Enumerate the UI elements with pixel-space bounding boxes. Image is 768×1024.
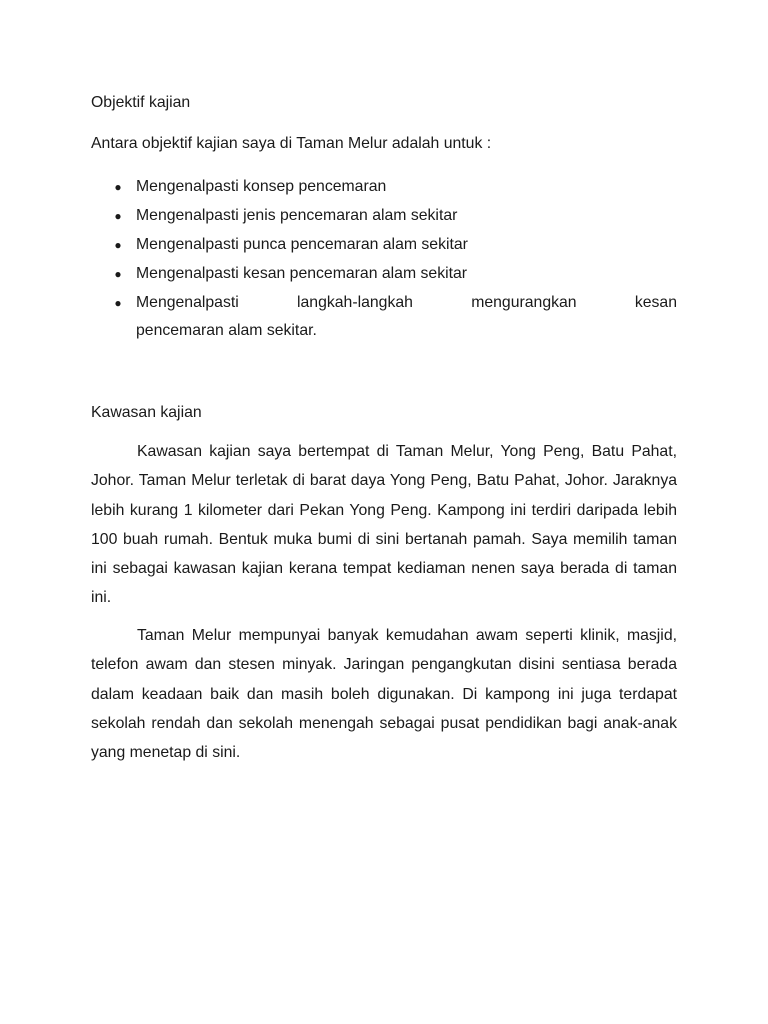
list-item-word: langkah-langkah — [297, 294, 413, 311]
list-item: Mengenalpasti punca pencemaran alam sekitar — [136, 236, 468, 253]
list-item-word: Mengenalpasti — [136, 294, 239, 311]
bullet-dot-icon: ● — [114, 267, 122, 281]
bullet-dot-icon: ● — [114, 180, 122, 194]
section-heading-objektif: Objektif kajian — [91, 94, 191, 111]
list-item: Mengenalpasti kesan pencemaran alam sekitar — [136, 265, 468, 282]
bullet-dot-icon: ● — [114, 238, 122, 252]
list-item-continuation: pencemaran alam sekitar. — [136, 322, 317, 339]
section-heading-kawasan: Kawasan kajian — [91, 404, 202, 421]
list-item: Mengenalpasti konsep pencemaran — [136, 178, 387, 195]
bullet-dot-icon: ● — [114, 296, 122, 310]
list-item: Mengenalpasti jenis pencemaran alam sekitar — [136, 207, 458, 224]
list-item-word: kesan — [634, 294, 677, 311]
list-item-word: mengurangkan — [471, 294, 577, 311]
paragraph-kawasan-kajian: Kawasan kajian saya bertempat di Taman Melur, Yong Peng, Batu Pahat, Johor. Taman Melur terletak di barat daya Yong Peng, Batu Pahat, Johor. Jaraknya lebih kurang 1 kilometer dari Pekan Yong Peng. Kampong ini terdiri daripada lebih 100 buah rumah. Bentuk muka bumi di sini bertanah pamah. Saya memilih taman ini sebagai kawasan kajian kerana tempat kediaman nenen saya berada di taman ini. — [91, 443, 677, 607]
list-item-justified-line — [136, 293, 677, 313]
intro-sentence: Antara objektif kajian saya di Taman Melur adalah untuk : — [91, 135, 492, 152]
bullet-dot-icon: ● — [114, 209, 122, 223]
paragraph-taman-melur: Taman Melur mempunyai banyak kemudahan awam seperti klinik, masjid, telefon awam dan stesen minyak. Jaringan pengangkutan disini sentiasa berada dalam keadaan baik dan masih boleh digunakan. Di kampong ini juga terdapat sekolah rendah dan sekolah menengah sebagai pusat pendidikan bagi anak-anak yang menetap di sini. — [91, 627, 677, 762]
